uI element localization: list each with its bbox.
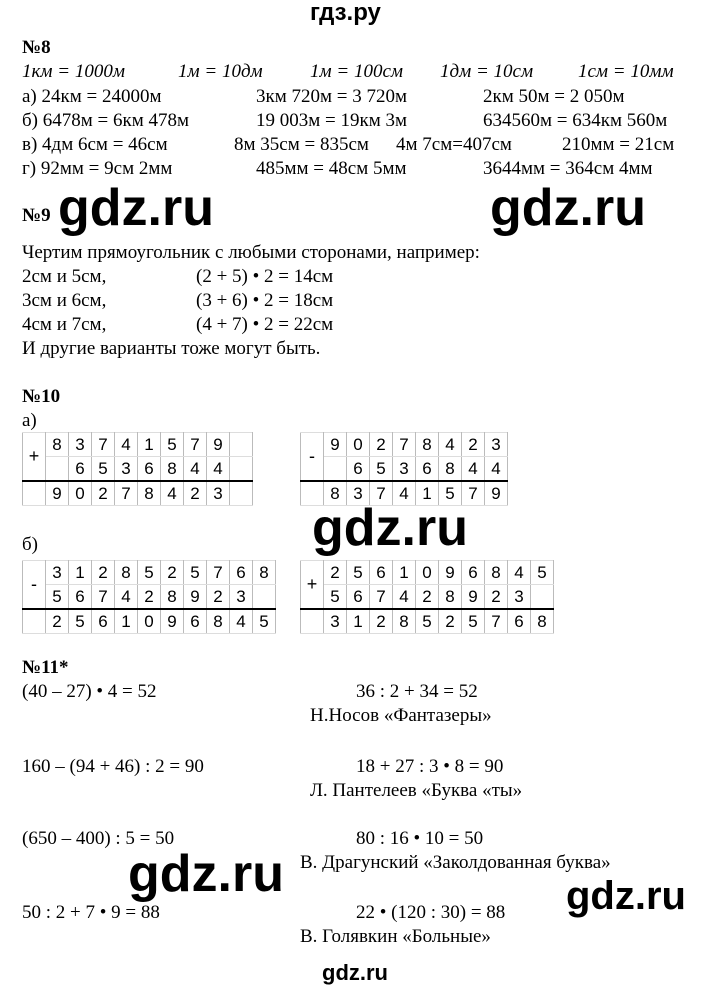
operator-sign: + [301, 561, 324, 610]
digit-cell: 6 [184, 609, 207, 634]
expression-left: (40 – 27) • 4 = 52 [22, 681, 157, 702]
digit-cell: 1 [138, 433, 161, 457]
task9-perimeter: (4 + 7) • 2 = 22см [196, 314, 334, 335]
digit-cell: 6 [462, 561, 485, 585]
digit-cell [253, 585, 276, 610]
task9-perimeter: (3 + 6) • 2 = 18см [196, 290, 334, 311]
task9-outro: И другие варианты тоже могут быть. [22, 338, 321, 359]
digit-cell: 3 [347, 481, 370, 506]
unit-conversion: 1км = 1000м [22, 61, 125, 82]
task8-row-a: 3км 720м = 3 720м [256, 86, 408, 107]
book-reference: В. Голявкин «Больные» [300, 926, 491, 947]
digit-cell: 4 [230, 609, 253, 634]
digit-cell: 0 [416, 561, 439, 585]
digit-cell [23, 481, 46, 506]
digit-cell: 3 [207, 481, 230, 506]
operator-sign: - [23, 561, 46, 610]
digit-cell: 6 [370, 561, 393, 585]
task9-sides: 4см и 7см, [22, 314, 107, 335]
digit-cell: 2 [161, 561, 184, 585]
digit-cell: 9 [462, 585, 485, 610]
watermark: gdz.ru [490, 179, 646, 237]
digit-cell: 3 [485, 433, 508, 457]
digit-cell: 4 [115, 585, 138, 610]
digit-cell: 0 [138, 609, 161, 634]
digit-cell: 5 [347, 561, 370, 585]
addition-grid-a [22, 432, 253, 506]
digit-cell: 6 [92, 609, 115, 634]
watermark: gdz.ru [312, 499, 468, 557]
book-reference: Н.Носов «Фантазеры» [310, 705, 492, 726]
expression-left: (650 – 400) : 5 = 50 [22, 828, 175, 849]
digit-cell [23, 609, 46, 634]
digit-cell: 2 [462, 433, 485, 457]
digit-cell: 6 [69, 457, 92, 482]
digit-cell: 8 [207, 609, 230, 634]
expression-right: 18 + 27 : 3 • 8 = 90 [356, 756, 504, 777]
digit-cell: 8 [439, 585, 462, 610]
digit-cell: 9 [207, 433, 230, 457]
digit-cell [230, 433, 253, 457]
digit-cell: 2 [92, 561, 115, 585]
digit-cell: 8 [393, 609, 416, 634]
task8-row-g: 3644мм = 364см 4мм [483, 158, 653, 179]
task9-title: №9 [22, 205, 51, 226]
digit-cell: 5 [161, 433, 184, 457]
watermark: gdz.ru [58, 179, 214, 237]
digit-cell: 4 [161, 481, 184, 506]
digit-cell: 8 [485, 561, 508, 585]
task8-row-v: 8м 35см = 835см [234, 134, 369, 155]
digit-cell: 4 [115, 433, 138, 457]
digit-cell: 4 [207, 457, 230, 482]
digit-cell: 0 [347, 433, 370, 457]
digit-cell: 2 [184, 481, 207, 506]
digit-cell: 8 [161, 585, 184, 610]
digit-cell: 2 [439, 609, 462, 634]
digit-cell: 2 [92, 481, 115, 506]
addition-grid-b [300, 560, 554, 634]
digit-cell: 1 [115, 609, 138, 634]
digit-cell: 3 [393, 457, 416, 482]
digit-cell: 2 [207, 585, 230, 610]
watermark: gdz.ru [128, 845, 284, 903]
part-label-a: а) [22, 410, 37, 431]
digit-cell: 6 [508, 609, 531, 634]
digit-cell: 3 [230, 585, 253, 610]
digit-cell: 6 [69, 585, 92, 610]
digit-cell: 6 [416, 457, 439, 482]
digit-cell: 2 [46, 609, 69, 634]
digit-cell: 2 [138, 585, 161, 610]
digit-cell: 3 [324, 609, 347, 634]
digit-cell: 8 [531, 609, 554, 634]
digit-cell: 5 [370, 457, 393, 482]
digit-cell: 3 [508, 585, 531, 610]
digit-cell: 1 [416, 481, 439, 506]
task8-row-v: 210мм = 21см [562, 134, 675, 155]
digit-cell: 6 [347, 585, 370, 610]
task8-row-b: 634560м = 634км 560м [483, 110, 668, 131]
digit-cell: 2 [324, 561, 347, 585]
expression-left: 50 : 2 + 7 • 9 = 88 [22, 902, 160, 923]
digit-cell: 7 [370, 481, 393, 506]
digit-cell: 2 [485, 585, 508, 610]
digit-cell: 5 [46, 585, 69, 610]
digit-cell: 5 [416, 609, 439, 634]
digit-cell: 5 [253, 609, 276, 634]
digit-cell [230, 457, 253, 482]
task9-intro: Чертим прямоугольник с любыми сторонами, например: [22, 242, 480, 263]
part-label-b: б) [22, 534, 38, 555]
digit-cell: 8 [115, 561, 138, 585]
digit-cell: 8 [416, 433, 439, 457]
operator-sign: - [301, 433, 324, 482]
digit-cell [324, 457, 347, 482]
task9-perimeter: (2 + 5) • 2 = 14см [196, 266, 334, 287]
digit-cell: 9 [46, 481, 69, 506]
watermark: gdz.ru [566, 874, 686, 918]
site-footer: gdz.ru [322, 960, 388, 985]
digit-cell: 3 [115, 457, 138, 482]
task8-title: №8 [22, 37, 51, 58]
digit-cell: 7 [92, 433, 115, 457]
digit-cell: 4 [462, 457, 485, 482]
task8-row-b: б) 6478м = 6км 478м [22, 110, 190, 131]
task9-sides: 2см и 5см, [22, 266, 107, 287]
digit-cell: 8 [161, 457, 184, 482]
task8-row-v: 4м 7см=407см [396, 134, 512, 155]
digit-cell: 7 [370, 585, 393, 610]
site-header: гдз.ру [310, 0, 381, 26]
task8-row-v: в) 4дм 6см = 46см [22, 134, 168, 155]
digit-cell: 3 [69, 433, 92, 457]
digit-cell: 9 [439, 561, 462, 585]
digit-cell: 3 [46, 561, 69, 585]
digit-cell: 6 [230, 561, 253, 585]
digit-cell: 4 [485, 457, 508, 482]
expression-right: 36 : 2 + 34 = 52 [356, 681, 478, 702]
task10-title: №10 [22, 386, 61, 407]
digit-cell: 6 [138, 457, 161, 482]
subtraction-grid-b [22, 560, 276, 634]
digit-cell: 7 [92, 585, 115, 610]
unit-conversion: 1см = 10мм [578, 61, 674, 82]
task11-title: №11* [22, 657, 69, 678]
task8-row-g: 485мм = 48см 5мм [256, 158, 407, 179]
digit-cell: 4 [439, 433, 462, 457]
digit-cell: 4 [508, 561, 531, 585]
task8-row-a: 2км 50м = 2 050м [483, 86, 625, 107]
expression-left: 160 – (94 + 46) : 2 = 90 [22, 756, 204, 777]
digit-cell: 4 [184, 457, 207, 482]
digit-cell [531, 585, 554, 610]
digit-cell: 9 [161, 609, 184, 634]
digit-cell: 6 [347, 457, 370, 482]
digit-cell: 8 [439, 457, 462, 482]
digit-cell: 5 [439, 481, 462, 506]
digit-cell: 1 [393, 561, 416, 585]
digit-cell: 4 [393, 585, 416, 610]
book-reference: В. Драгунский «Заколдованная буква» [300, 852, 611, 873]
digit-cell: 8 [46, 433, 69, 457]
digit-cell: 2 [416, 585, 439, 610]
task8-row-a: а) 24км = 24000м [22, 86, 162, 107]
unit-conversion: 1дм = 10см [440, 61, 534, 82]
digit-cell [301, 609, 324, 634]
digit-cell: 8 [324, 481, 347, 506]
digit-cell: 4 [393, 481, 416, 506]
digit-cell: 5 [531, 561, 554, 585]
digit-cell: 2 [370, 433, 393, 457]
digit-cell: 2 [370, 609, 393, 634]
digit-cell: 7 [115, 481, 138, 506]
digit-cell: 0 [69, 481, 92, 506]
digit-cell: 7 [393, 433, 416, 457]
digit-cell: 5 [69, 609, 92, 634]
digit-cell: 1 [69, 561, 92, 585]
digit-cell: 7 [184, 433, 207, 457]
digit-cell: 8 [138, 481, 161, 506]
operator-sign: + [23, 433, 46, 482]
digit-cell [230, 481, 253, 506]
expression-right: 80 : 16 • 10 = 50 [356, 828, 484, 849]
digit-cell [46, 457, 69, 482]
digit-cell: 5 [138, 561, 161, 585]
subtraction-grid-a [300, 432, 508, 506]
digit-cell: 7 [207, 561, 230, 585]
digit-cell: 9 [324, 433, 347, 457]
task8-row-b: 19 003м = 19км 3м [256, 110, 408, 131]
digit-cell: 5 [184, 561, 207, 585]
task9-sides: 3см и 6см, [22, 290, 107, 311]
digit-cell: 5 [324, 585, 347, 610]
digit-cell: 1 [347, 609, 370, 634]
digit-cell: 9 [485, 481, 508, 506]
unit-conversion: 1м = 100см [310, 61, 404, 82]
task8-row-g: г) 92мм = 9см 2мм [22, 158, 173, 179]
expression-right: 22 • (120 : 30) = 88 [356, 902, 506, 923]
digit-cell: 7 [462, 481, 485, 506]
book-reference: Л. Пантелеев «Буква «ты» [310, 780, 523, 801]
digit-cell: 5 [92, 457, 115, 482]
unit-conversion: 1м = 10дм [178, 61, 263, 82]
digit-cell: 5 [462, 609, 485, 634]
digit-cell: 7 [485, 609, 508, 634]
digit-cell: 8 [253, 561, 276, 585]
digit-cell: 9 [184, 585, 207, 610]
